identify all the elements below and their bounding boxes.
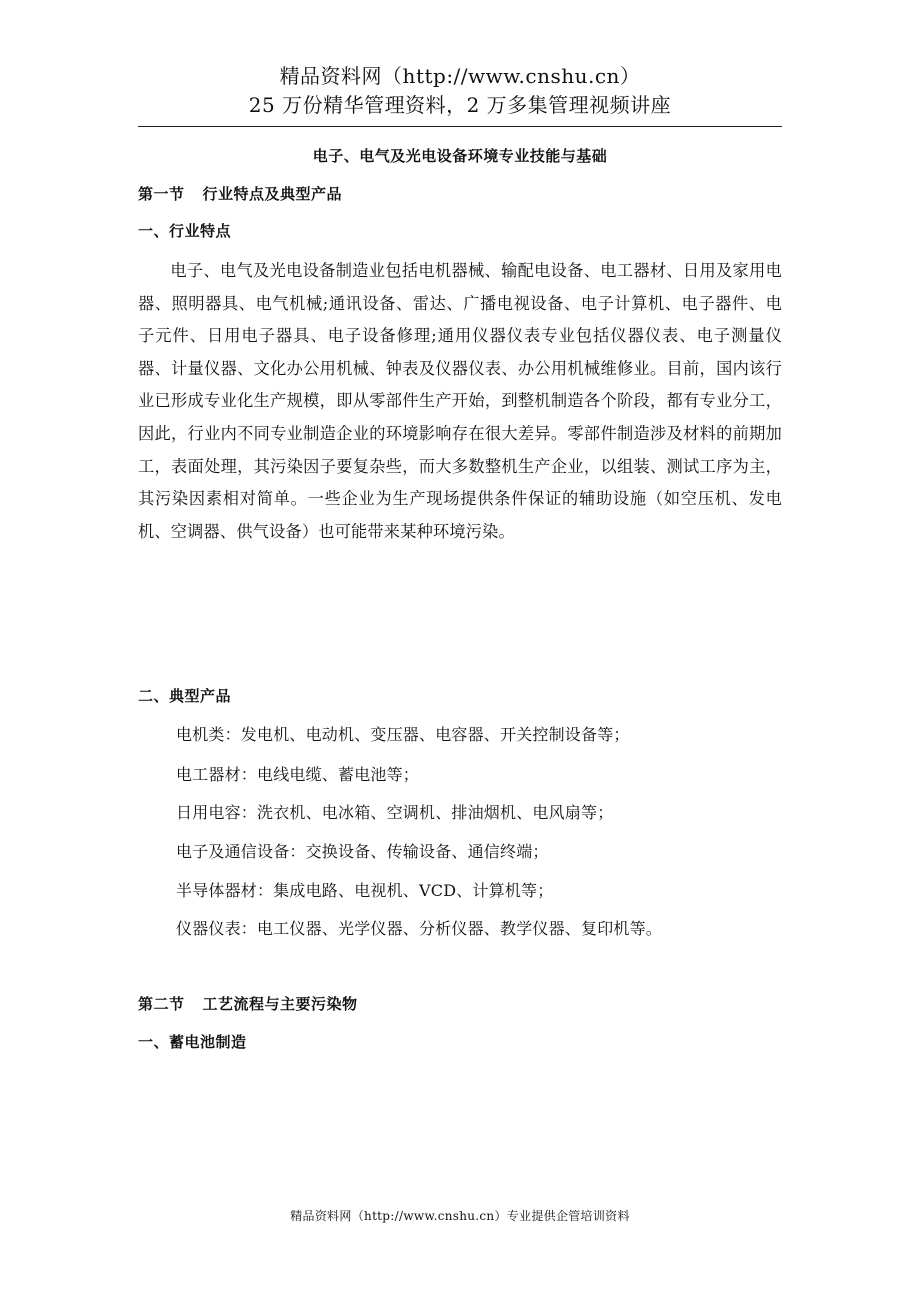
product-list-item: 仪器仪表：电工仪器、光学仪器、分析仪器、教学仪器、复印机等。 — [176, 919, 663, 938]
product-list-item: 电工器材：电线电缆、蓄电池等； — [176, 765, 420, 784]
document-title: 电子、电气及光电设备环境专业技能与基础 — [312, 147, 608, 165]
product-list-item: 电机类：发电机、电动机、变压器、电容器、开关控制设备等； — [176, 725, 630, 744]
section-label: 第一节 — [138, 185, 185, 203]
section-label: 第二节 — [138, 995, 185, 1013]
section-title: 行业特点及典型产品 — [202, 185, 343, 203]
subheading-typical-products: 二、典型产品 — [138, 687, 232, 705]
page-footer: 精品资料网（http://www.cnshu.cn）专业提供企管培训资料 — [290, 1209, 630, 1223]
product-list-item: 半导体器材：集成电路、电视机、VCD、计算机等； — [176, 881, 554, 900]
industry-features-paragraph: 电子、电气及光电设备制造业包括电机器械、输配电设备、电工器材、日用及家用电器、照明器具、电气机械;通讯设备、雷达、广播电视设备、电子计算机、电子器件、电子元件、日用电子器具、电子设备修理;通用仪器仪表专业包括仪器仪表、电子测量仪器、计量仪器、文化办公用机械、钟表及仪器仪表、办公用机械维修业。目前，国内该行业已形成专业化生产规模，即从零部件生产开始，到整机制造各个阶段，都有专业分工，因此，行业内不同专业制造企业的环境影响存在很大差异。零部件制造涉及材料的前期加工，表面处理，其污染因子要复杂些，而大多数整机生产企业，以组装、测试工序为主，其污染因素相对简单。一些企业为生产现场提供条件保证的辅助设施（如空压机、发电机、空调器、供气设备）也可能带来某种环境污染。 — [138, 261, 782, 541]
product-list-item: 电子及通信设备：交换设备、传输设备、通信终端； — [176, 842, 549, 861]
subheading-battery-manufacturing: 一、蓄电池制造 — [138, 1033, 247, 1051]
product-list-item: 日用电容：洗衣机、电冰箱、空调机、排油烟机、电风扇等； — [176, 803, 614, 822]
page-header — [138, 62, 782, 120]
header-site-line: 精品资料网（http://www.cnshu.cn） — [279, 64, 641, 88]
header-slogan-line: 25 万份精华管理资料，2 万多集管理视频讲座 — [248, 93, 672, 117]
section-heading-1 — [138, 183, 342, 204]
subheading-industry-features: 一、行业特点 — [138, 222, 232, 240]
header-divider — [138, 126, 782, 127]
section-title: 工艺流程与主要污染物 — [202, 995, 358, 1013]
section-heading-2 — [138, 993, 358, 1014]
